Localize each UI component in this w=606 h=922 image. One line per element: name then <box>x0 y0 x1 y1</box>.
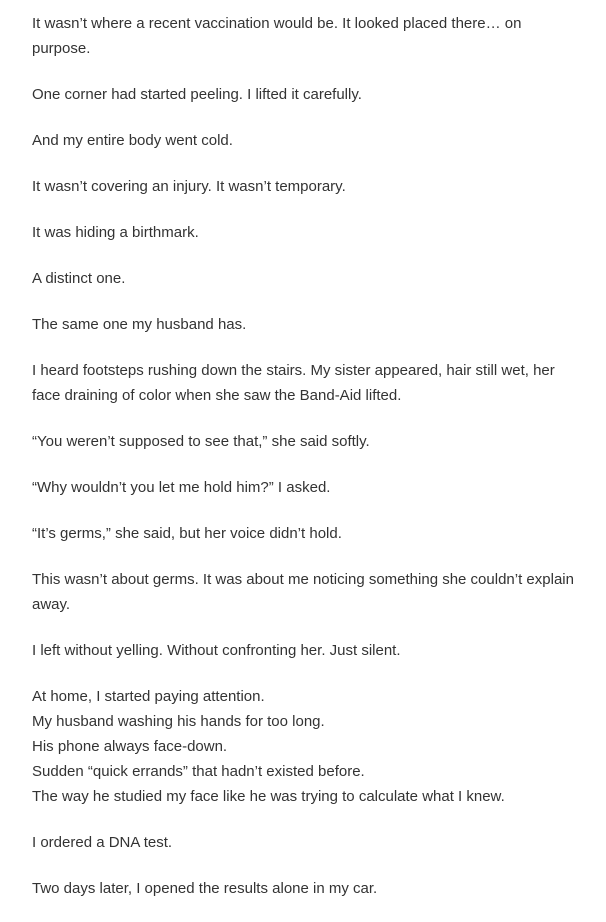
paragraph: I left without yelling. Without confronting her. Just silent. <box>32 642 401 659</box>
paragraph: A distinct one. <box>32 270 126 287</box>
paragraph: This wasn’t about germs. It was about me noticing something she couldn’t explain away. <box>32 571 574 613</box>
observation-line: My husband washing his hands for too long. <box>32 713 325 730</box>
paragraph: “You weren’t supposed to see that,” she said softly. <box>32 433 370 450</box>
observation-line: Sudden “quick errands” that hadn’t existed before. <box>32 763 365 780</box>
paragraph: Two days later, I opened the results alone in my car. <box>32 880 378 897</box>
paragraph: And my entire body went cold. <box>32 132 233 149</box>
paragraph: It wasn’t where a recent vaccination would be. It looked placed there… on purpose. <box>32 15 522 57</box>
paragraph: “Why wouldn’t you let me hold him?” I asked. <box>32 479 331 496</box>
paragraph: The same one my husband has. <box>32 316 247 333</box>
observation-line: At home, I started paying attention. <box>32 688 265 705</box>
observation-line: The way he studied my face like he was trying to calculate what I knew. <box>32 788 505 805</box>
observation-line: His phone always face-down. <box>32 738 228 755</box>
article-body <box>32 11 577 922</box>
paragraph: I ordered a DNA test. <box>32 834 173 851</box>
paragraph: One corner had started peeling. I lifted it carefully. <box>32 86 362 103</box>
paragraph: It was hiding a birthmark. <box>32 224 199 241</box>
paragraph: It wasn’t covering an injury. It wasn’t temporary. <box>32 178 346 195</box>
paragraph: I heard footsteps rushing down the stairs. My sister appeared, hair still wet, her face draining of color when she saw the Band-Aid lifted. <box>32 362 555 404</box>
paragraph: “It’s germs,” she said, but her voice didn’t hold. <box>32 525 342 542</box>
observations-paragraph <box>32 684 577 809</box>
